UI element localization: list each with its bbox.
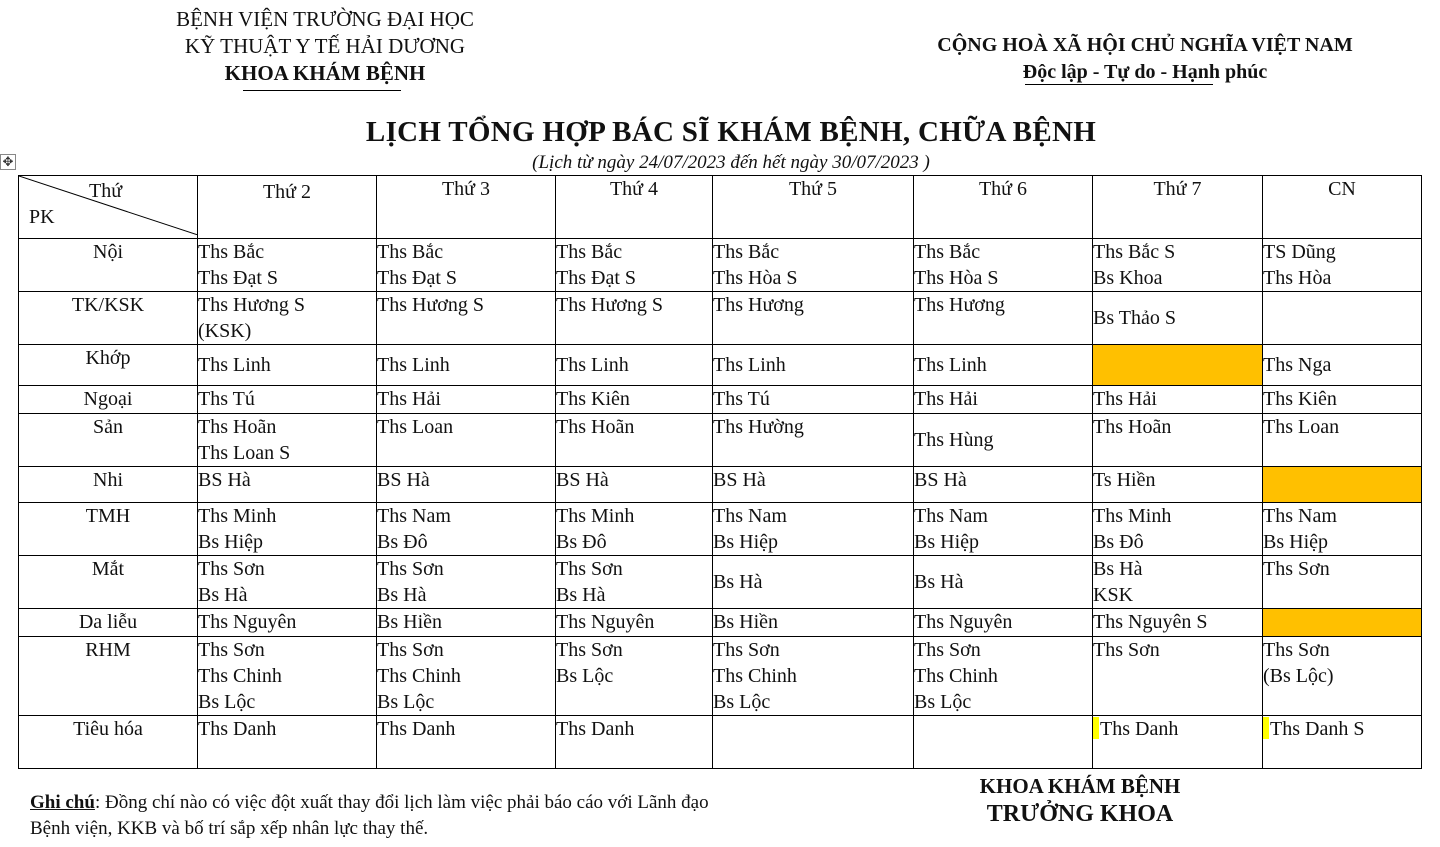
motto-underline — [1025, 84, 1213, 85]
schedule-cell — [1093, 503, 1263, 556]
doctor-name: Ths Minh — [556, 505, 635, 527]
doctor-name: Ths Hải — [914, 388, 978, 410]
schedule-cell — [1093, 386, 1263, 414]
doctor-name: Bs Hiệp — [914, 531, 979, 553]
table-row — [19, 609, 1422, 637]
page-title: LỊCH TỔNG HỢP BÁC SĨ KHÁM BỆNH, CHỮA BỆNH — [365, 116, 1097, 148]
doctor-name: BS Hà — [713, 469, 766, 491]
table-row — [19, 414, 1422, 467]
doctor-name: Bs Khoa — [1093, 267, 1163, 289]
doctor-name: Ths Nguyên S — [1093, 611, 1208, 633]
schedule-cell — [914, 556, 1093, 609]
doctor-name: KSK — [1093, 584, 1134, 606]
doctor-name: Ths Nga — [1263, 354, 1332, 376]
doctor-name: (Bs Lộc) — [1263, 665, 1334, 687]
clinic-name: TK/KSK — [19, 292, 198, 345]
doctor-name: Ths Hương S — [556, 294, 663, 316]
doctor-name: Bs Hiền — [713, 611, 778, 633]
doctor-name: Bs Hiệp — [713, 531, 778, 553]
doctor-name: Ths Chinh — [713, 665, 797, 687]
corner-header — [19, 176, 198, 239]
schedule-cell — [1263, 345, 1422, 386]
schedule-cell — [377, 239, 556, 292]
table-move-handle-icon[interactable]: ✥ — [0, 154, 16, 170]
doctor-name: Ths Đạt S — [377, 267, 457, 289]
clinic-name: TMH — [19, 503, 198, 556]
hospital-name-line1: BỆNH VIỆN TRƯỜNG ĐẠI HỌC — [176, 7, 474, 31]
table-row — [19, 239, 1422, 292]
doctor-name: Ths Danh — [198, 718, 277, 740]
doctor-name: Ths Danh — [556, 718, 635, 740]
national-header — [880, 32, 1410, 86]
doctor-name: Bs Hà — [377, 584, 427, 606]
schedule-cell — [1263, 637, 1422, 716]
doctor-name: Bs Hà — [914, 571, 964, 593]
doctor-name: Ths Sơn — [377, 639, 444, 661]
doctor-name: Bs Hiệp — [1263, 531, 1328, 553]
table-row — [19, 386, 1422, 414]
doctor-name: Bs Lộc — [556, 665, 614, 687]
doctor-name: Ths Bắc — [713, 241, 780, 263]
doctor-name: Bs Hà — [1093, 558, 1143, 580]
clinic-name: Sản — [19, 414, 198, 467]
schedule-cell — [914, 609, 1093, 637]
schedule-cell — [377, 414, 556, 467]
date-range: (Lịch từ ngày 24/07/2023 đến hết ngày 30/07/2023 ) — [532, 152, 930, 173]
table-row — [19, 345, 1422, 386]
schedule-cell — [556, 386, 713, 414]
doctor-name: Ths Danh S — [1270, 718, 1365, 740]
doctor-name: Bs Hiền — [377, 611, 442, 633]
doctor-name: Ths Nguyên — [198, 611, 297, 633]
schedule-cell — [1093, 637, 1263, 716]
doctor-name: Ths Nguyên — [914, 611, 1013, 633]
schedule-cell — [713, 414, 914, 467]
doctor-name: Ths Chinh — [377, 665, 461, 687]
doctor-name: Ths Danh — [377, 718, 456, 740]
doctor-name: Ths Bắc — [198, 241, 265, 263]
schedule-cell — [713, 556, 914, 609]
schedule-cell — [1263, 467, 1422, 503]
schedule-cell — [198, 716, 377, 769]
doctor-name: BS Hà — [914, 469, 967, 491]
national-motto: Độc lập - Tự do - Hạnh phúc — [1022, 61, 1268, 83]
day-header: Thứ 3 — [377, 176, 556, 239]
day-header: CN — [1263, 176, 1422, 239]
schedule-cell — [198, 503, 377, 556]
doctor-name: Ths Hương — [914, 294, 1005, 316]
table-row — [19, 556, 1422, 609]
doctor-name: Bs Hiệp — [198, 531, 263, 553]
schedule-cell — [198, 345, 377, 386]
doctor-name: BS Hà — [377, 469, 430, 491]
doctor-name: Ths Hải — [377, 388, 441, 410]
doctor-name: Ths Kiên — [1263, 388, 1337, 410]
table-row — [19, 503, 1422, 556]
doctor-name: Ths Linh — [556, 354, 629, 376]
doctor-name: Ths Sơn — [1263, 639, 1330, 661]
schedule-cell — [713, 345, 914, 386]
doctor-name: Ths Sơn — [198, 639, 265, 661]
schedule-cell — [1263, 556, 1422, 609]
department-underline — [243, 90, 401, 91]
schedule-cell — [556, 345, 713, 386]
schedule-cell — [1263, 716, 1422, 769]
doctor-name: Ths Minh — [1093, 505, 1172, 527]
doctor-name: Ths Sơn — [198, 558, 265, 580]
doctor-name: Ths Nguyên — [556, 611, 655, 633]
schedule-cell — [198, 467, 377, 503]
doctor-name: Ths Bắc — [377, 241, 444, 263]
note-text: : Đồng chí nào có việc đột xuất thay đổi lịch làm việc phải báo cáo với Lãnh đạo Bệnh viện, KKB và bố trí sắp xếp nhân lực thay thế. — [30, 792, 709, 839]
doctor-name: Ths Bắc S — [1093, 241, 1176, 263]
schedule-cell — [377, 556, 556, 609]
doctor-name: Bs Hà — [713, 571, 763, 593]
schedule-cell — [1093, 467, 1263, 503]
doctor-name: Ths Linh — [198, 354, 271, 376]
doctor-name: Bs Lộc — [377, 691, 435, 713]
signature-department: KHOA KHÁM BỆNH — [979, 774, 1181, 798]
clinic-name: Da liễu — [19, 609, 198, 637]
doctor-name: Ths Hoãn — [198, 416, 277, 438]
header-row — [19, 176, 1422, 239]
schedule-cell — [1093, 716, 1263, 769]
schedule-cell — [1093, 345, 1263, 386]
doctor-name: Ths Sơn — [914, 639, 981, 661]
schedule-cell — [1093, 609, 1263, 637]
schedule-cell — [914, 467, 1093, 503]
schedule-cell — [914, 716, 1093, 769]
clinic-name: Ngoại — [19, 386, 198, 414]
schedule-cell — [914, 637, 1093, 716]
schedule-cell — [1093, 239, 1263, 292]
doctor-name: Bs Đô — [1093, 531, 1144, 553]
doctor-name: BS Hà — [198, 469, 251, 491]
day-header: Thứ 4 — [556, 176, 713, 239]
schedule-cell — [377, 637, 556, 716]
schedule-cell — [713, 503, 914, 556]
doctor-name: Ths Hương — [713, 294, 804, 316]
schedule-cell — [713, 637, 914, 716]
schedule-cell — [556, 503, 713, 556]
schedule-cell — [1263, 239, 1422, 292]
doctor-name: Bs Đô — [377, 531, 428, 553]
day-header: Thứ 2 — [198, 176, 377, 239]
schedule-cell — [556, 637, 713, 716]
clinic-name: Khớp — [19, 345, 198, 386]
doctor-name: Ths Sơn — [377, 558, 444, 580]
schedule-cell — [1263, 414, 1422, 467]
doctor-name: Ths Hoãn — [1093, 416, 1172, 438]
schedule-cell — [198, 637, 377, 716]
doctor-name: Ths Đạt S — [556, 267, 636, 289]
schedule-cell — [198, 609, 377, 637]
department-name: KHOA KHÁM BỆNH — [224, 61, 426, 85]
doctor-name: Ths Hương S — [377, 294, 484, 316]
hospital-header — [120, 6, 530, 87]
doctor-name: Ths Bắc — [914, 241, 981, 263]
doctor-name: Ths Sơn — [1093, 639, 1160, 661]
doctor-name: Ths Bắc — [556, 241, 623, 263]
doctor-name: Ts Hiền — [1093, 469, 1156, 491]
doctor-name: Ths Hùng — [914, 429, 994, 451]
doctor-name: Ths Hòa S — [914, 267, 999, 289]
schedule-cell — [556, 239, 713, 292]
clinic-name: Nội — [19, 239, 198, 292]
schedule-cell — [914, 345, 1093, 386]
table-row — [19, 637, 1422, 716]
doctor-name: Ths Tú — [198, 388, 255, 410]
doctor-name: Ths Tú — [713, 388, 770, 410]
schedule-cell — [1263, 292, 1422, 345]
day-header: Thứ 5 — [713, 176, 914, 239]
doctor-name: Ths Hải — [1093, 388, 1157, 410]
doctor-name: Ths Minh — [198, 505, 277, 527]
highlight-marker — [1263, 717, 1269, 739]
highlight-marker — [1093, 717, 1099, 739]
schedule-table — [18, 175, 1422, 769]
clinic-name: RHM — [19, 637, 198, 716]
doctor-name: Ths Chinh — [914, 665, 998, 687]
schedule-cell — [1263, 386, 1422, 414]
doctor-name: Ths Nam — [377, 505, 451, 527]
doctor-name: Ths Kiên — [556, 388, 630, 410]
schedule-cell — [377, 609, 556, 637]
schedule-cell — [914, 292, 1093, 345]
doctor-name: Ths Loan S — [198, 442, 291, 464]
table-row — [19, 292, 1422, 345]
clinic-name: Nhi — [19, 467, 198, 503]
doctor-name: Ths Sơn — [556, 558, 623, 580]
doctor-name: Ths Nam — [914, 505, 988, 527]
doctor-name: Ths Hương S — [198, 294, 305, 316]
schedule-cell — [713, 239, 914, 292]
signature-block — [930, 772, 1230, 828]
schedule-cell — [198, 292, 377, 345]
doctor-name: (KSK) — [198, 320, 252, 342]
schedule-cell — [556, 556, 713, 609]
doctor-name: Bs Đô — [556, 531, 607, 553]
doctor-name: Ths Sơn — [713, 639, 780, 661]
schedule-cell — [377, 716, 556, 769]
doctor-name: Bs Lộc — [198, 691, 256, 713]
national-title: CỘNG HOÀ XÃ HỘI CHỦ NGHĨA VIỆT NAM — [937, 34, 1353, 56]
doctor-name: Ths Sơn — [1263, 558, 1330, 580]
doctor-name: Ths Hoãn — [556, 416, 635, 438]
doctor-name: Bs Hà — [556, 584, 606, 606]
doctor-name: Ths Đạt S — [198, 267, 278, 289]
doctor-name: Ths Loan — [377, 416, 454, 438]
doctor-name: Bs Lộc — [914, 691, 972, 713]
schedule-cell — [377, 292, 556, 345]
doctor-name: Ths Hường — [713, 416, 804, 438]
corner-clinic-label: PK — [29, 206, 55, 228]
note-label: Ghi chú — [30, 792, 95, 813]
doctor-name: Ths Hòa — [1263, 267, 1332, 289]
doctor-name: TS Dũng — [1263, 241, 1336, 263]
doctor-name: Ths Nam — [713, 505, 787, 527]
doctor-name: Ths Linh — [713, 354, 786, 376]
schedule-cell — [914, 239, 1093, 292]
schedule-cell — [198, 386, 377, 414]
table-row — [19, 716, 1422, 769]
table-row — [19, 467, 1422, 503]
schedule-cell — [556, 716, 713, 769]
doctor-name: Ths Sơn — [556, 639, 623, 661]
schedule-cell — [556, 609, 713, 637]
schedule-cell — [713, 609, 914, 637]
doctor-name: Ths Loan — [1263, 416, 1340, 438]
schedule-cell — [198, 556, 377, 609]
clinic-name: Tiêu hóa — [19, 716, 198, 769]
doctor-name: Ths Linh — [914, 354, 987, 376]
schedule-cell — [914, 414, 1093, 467]
schedule-cell — [1093, 414, 1263, 467]
note — [30, 790, 720, 842]
schedule-cell — [377, 467, 556, 503]
corner-day-label: Thứ — [89, 180, 123, 202]
schedule-cell — [377, 503, 556, 556]
schedule-cell — [377, 386, 556, 414]
day-header: Thứ 6 — [914, 176, 1093, 239]
doctor-name: Bs Thảo S — [1093, 307, 1176, 329]
doctor-name: Ths Nam — [1263, 505, 1337, 527]
schedule-cell — [198, 414, 377, 467]
schedule-cell — [713, 292, 914, 345]
schedule-cell — [713, 467, 914, 503]
schedule-cell — [377, 345, 556, 386]
schedule-cell — [914, 503, 1093, 556]
schedule-cell — [1263, 503, 1422, 556]
schedule-cell — [556, 467, 713, 503]
doctor-name: BS Hà — [556, 469, 609, 491]
schedule-cell — [914, 386, 1093, 414]
hospital-name-line2: KỸ THUẬT Y TẾ HẢI DƯƠNG — [184, 34, 466, 58]
doctor-name: Bs Hà — [198, 584, 248, 606]
schedule-cell — [1263, 609, 1422, 637]
day-header: Thứ 7 — [1093, 176, 1263, 239]
doctor-name: Ths Danh — [1100, 718, 1179, 740]
schedule-cell — [556, 292, 713, 345]
doctor-name: Ths Chinh — [198, 665, 282, 687]
doctor-name: Ths Linh — [377, 354, 450, 376]
schedule-cell — [713, 716, 914, 769]
schedule-cell — [556, 414, 713, 467]
schedule-cell — [198, 239, 377, 292]
clinic-name: Mắt — [19, 556, 198, 609]
signature-title: TRƯỞNG KHOA — [986, 801, 1174, 827]
schedule-cell — [1093, 292, 1263, 345]
schedule-cell — [1093, 556, 1263, 609]
doctor-name: Bs Lộc — [713, 691, 771, 713]
doctor-name: Ths Hòa S — [713, 267, 798, 289]
schedule-cell — [713, 386, 914, 414]
